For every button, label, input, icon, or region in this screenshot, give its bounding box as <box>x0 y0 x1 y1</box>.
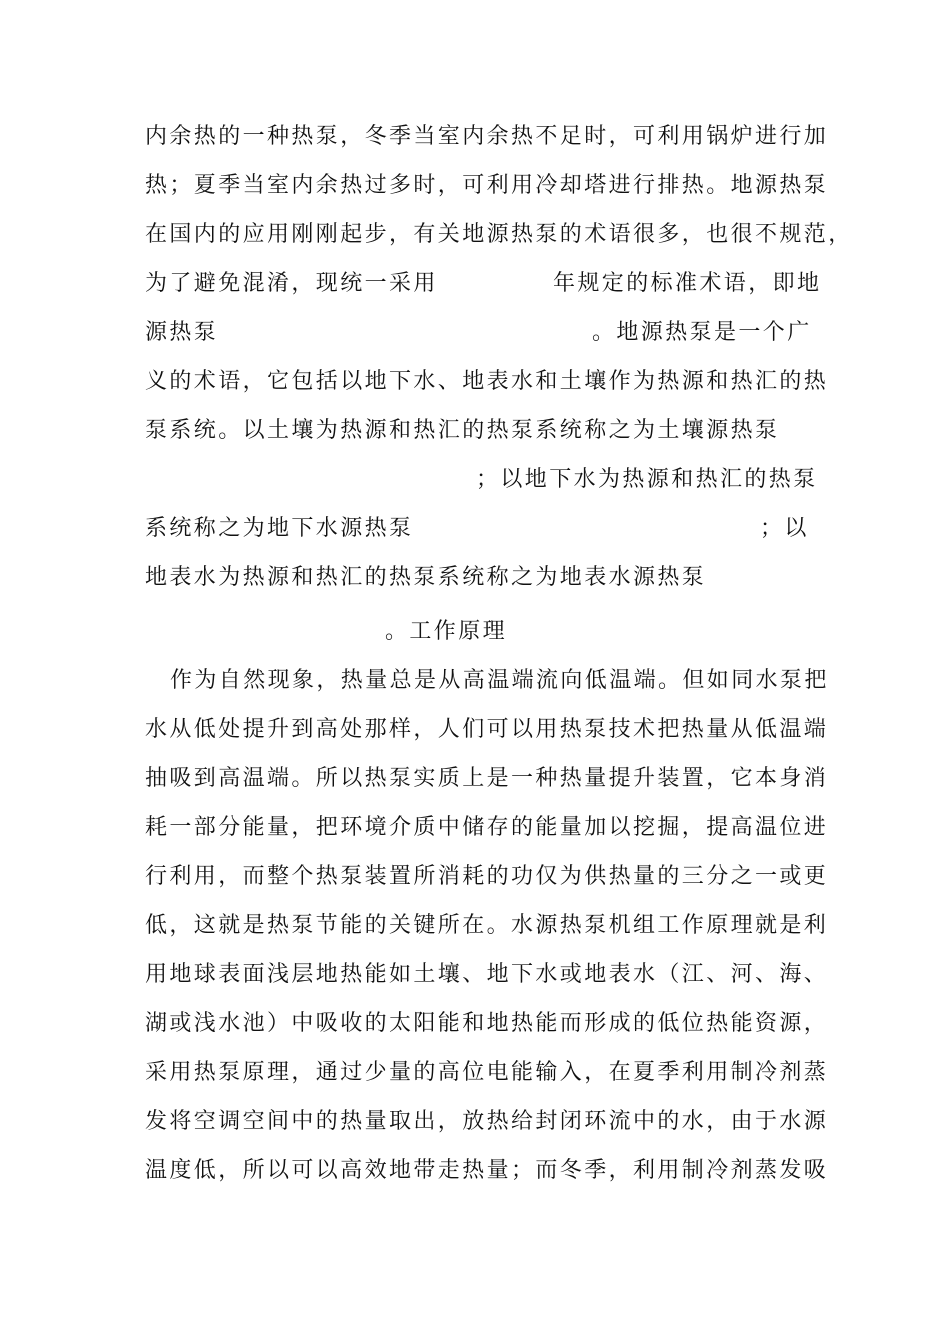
text-line: ；以地下水为热源和热汇的热泵 <box>476 467 818 492</box>
text-line: 。地源热泵是一个广 <box>592 320 812 345</box>
section-heading: 。工作原理 <box>385 619 508 644</box>
text-line: 采用热泵原理，通过少量的高位电能输入，在夏季利用制冷剂蒸 <box>145 1060 829 1085</box>
text-line: 水从低处提升到高处那样，人们可以用热泵技术把热量从低温端 <box>145 717 829 742</box>
text-line: 用地球表面浅层地热能如土壤、地下水或地表水（江、河、海、 <box>145 962 829 987</box>
text-line: 义的术语，它包括以地下水、地表水和土壤作为热源和热汇的热 <box>145 369 829 394</box>
text-line: 热；夏季当室内余热过多时，可利用冷却塔进行排热。地源热泵 <box>145 173 829 198</box>
text-line: 低，这就是热泵节能的关键所在。水源热泵机组工作原理就是利 <box>145 913 829 938</box>
text-line: 耗一部分能量，把环境介质中储存的能量加以挖掘，提高温位进 <box>145 815 829 840</box>
text-line: 温度低，所以可以高效地带走热量；而冬季，利用制冷剂蒸发吸 <box>145 1158 829 1183</box>
text-line: 发将空调空间中的热量取出，放热给封闭环流中的水，由于水源 <box>145 1109 829 1134</box>
text-line: 抽吸到高温端。所以热泵实质上是一种热量提升装置，它本身消 <box>145 766 829 791</box>
text-line: 作为自然现象，热量总是从高温端流向低温端。但如同水泵把 <box>170 668 829 693</box>
text-line: 年规定的标准术语，即地 <box>553 271 822 296</box>
text-line: ；以 <box>760 516 809 541</box>
text-line: 泵系统。以土壤为热源和热汇的热泵系统称之为土壤源热泵 <box>145 418 780 443</box>
text-line: 在国内的应用刚刚起步，有关地源热泵的术语很多，也很不规范， <box>145 222 853 247</box>
text-line: 为了避免混淆，现统一采用 <box>145 271 438 296</box>
text-line: 地表水为热源和热汇的热泵系统称之为地表水源热泵 <box>145 565 707 590</box>
text-line: 源热泵 <box>145 320 219 345</box>
text-line: 湖或浅水池）中吸收的太阳能和地热能而形成的低位热能资源， <box>145 1011 829 1036</box>
text-line: 系统称之为地下水源热泵 <box>145 516 414 541</box>
text-line: 内余热的一种热泵，冬季当室内余热不足时，可利用锅炉进行加 <box>145 124 829 149</box>
text-line: 行利用，而整个热泵装置所消耗的功仅为供热量的三分之一或更 <box>145 864 829 889</box>
